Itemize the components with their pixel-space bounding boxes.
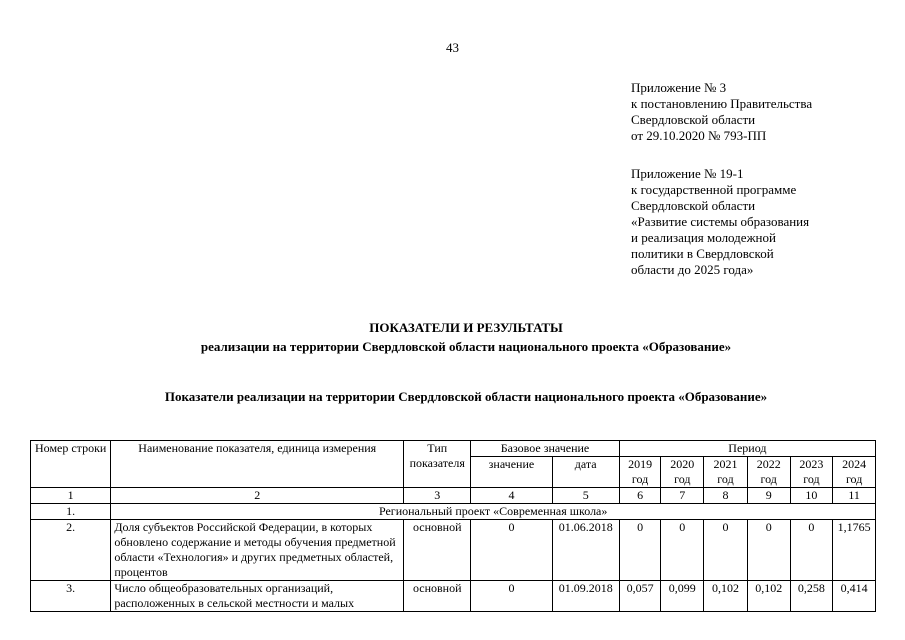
base-value: 0 (471, 520, 552, 581)
header-name: Наименование показателя, единица измерения (111, 441, 404, 488)
appendix-line: и реализация молодежной (631, 230, 776, 245)
table-row (31, 520, 876, 581)
header-base: Базовое значение (471, 441, 619, 457)
base-date: 01.09.2018 (552, 581, 619, 612)
column-number: 8 (704, 488, 748, 504)
appendix-line: от 29.10.2020 № 793-ПП (631, 128, 767, 143)
column-number: 2 (111, 488, 404, 504)
header-year: 2021 год (704, 457, 748, 488)
appendix-line: к государственной программе (631, 182, 797, 197)
appendix-line: области до 2025 года» (631, 262, 754, 277)
indicator-name: Доля субъектов Российской Федерации, в которых обновлено содержание и методы обучения предметной области «Технология» и других предметных областей, процентов (111, 520, 404, 581)
year-value: 0 (704, 520, 748, 581)
header-base-date: дата (552, 457, 619, 488)
year-value: 1,1765 (833, 520, 876, 581)
header-year: 2022 год (747, 457, 790, 488)
year-value: 0 (790, 520, 833, 581)
indicator-name: Число общеобразовательных организаций, расположенных в сельской местности и малых (111, 581, 404, 612)
column-number: 1 (31, 488, 111, 504)
column-number: 10 (790, 488, 833, 504)
appendix-line: Свердловской области (631, 112, 756, 127)
header-period: Период (619, 441, 875, 457)
page-number: 43 (446, 40, 459, 55)
year-value: 0 (661, 520, 704, 581)
column-number: 7 (661, 488, 704, 504)
year-value: 0 (619, 520, 661, 581)
table-row (31, 581, 876, 612)
column-number: 5 (552, 488, 619, 504)
section-row (31, 504, 876, 520)
column-number: 9 (747, 488, 790, 504)
header-base-value: значение (471, 457, 552, 488)
header-year: 2024 год (833, 457, 876, 488)
header-row (31, 441, 876, 457)
appendix-line: Приложение № 19-1 (631, 166, 744, 181)
appendix-line: к постановлению Правительства (631, 96, 813, 111)
base-date: 01.06.2018 (552, 520, 619, 581)
appendix-line: Приложение № 3 (631, 80, 727, 95)
appendix-note-resolution (631, 80, 812, 144)
year-value: 0,102 (747, 581, 790, 612)
appendix-line: Свердловской области (631, 198, 756, 213)
header-row-number: Номер строки (31, 441, 111, 488)
base-value: 0 (471, 581, 552, 612)
indicator-type: основной (404, 520, 471, 581)
year-value: 0,057 (619, 581, 661, 612)
header-type: Тип показателя (404, 441, 471, 488)
section-row-label: Региональный проект «Современная школа» (111, 504, 876, 520)
row-number: 2. (31, 520, 111, 581)
column-number: 11 (833, 488, 876, 504)
year-value: 0 (747, 520, 790, 581)
indicators-table (30, 440, 876, 612)
column-number: 6 (619, 488, 661, 504)
year-value: 0,102 (704, 581, 748, 612)
header-year: 2020 год (661, 457, 704, 488)
column-number: 3 (404, 488, 471, 504)
section-row-number: 1. (31, 504, 111, 520)
section-title: Показатели реализации на территории Свердловской области национального проекта «Образование» (164, 389, 768, 404)
year-value: 0,099 (661, 581, 704, 612)
document-subtitle: реализации на территории Свердловской области национального проекта «Образование» (200, 339, 732, 354)
appendix-line: «Развитие системы образования (631, 214, 810, 229)
appendix-note-program (631, 166, 809, 278)
column-number-row (31, 488, 876, 504)
year-value: 0,414 (833, 581, 876, 612)
year-value: 0,258 (790, 581, 833, 612)
header-year: 2023 год (790, 457, 833, 488)
header-year: 2019 год (619, 457, 661, 488)
indicator-type: основной (404, 581, 471, 612)
row-number: 3. (31, 581, 111, 612)
appendix-line: политики в Свердловской (631, 246, 774, 261)
document-title: ПОКАЗАТЕЛИ И РЕЗУЛЬТАТЫ (369, 320, 563, 335)
column-number: 4 (471, 488, 552, 504)
